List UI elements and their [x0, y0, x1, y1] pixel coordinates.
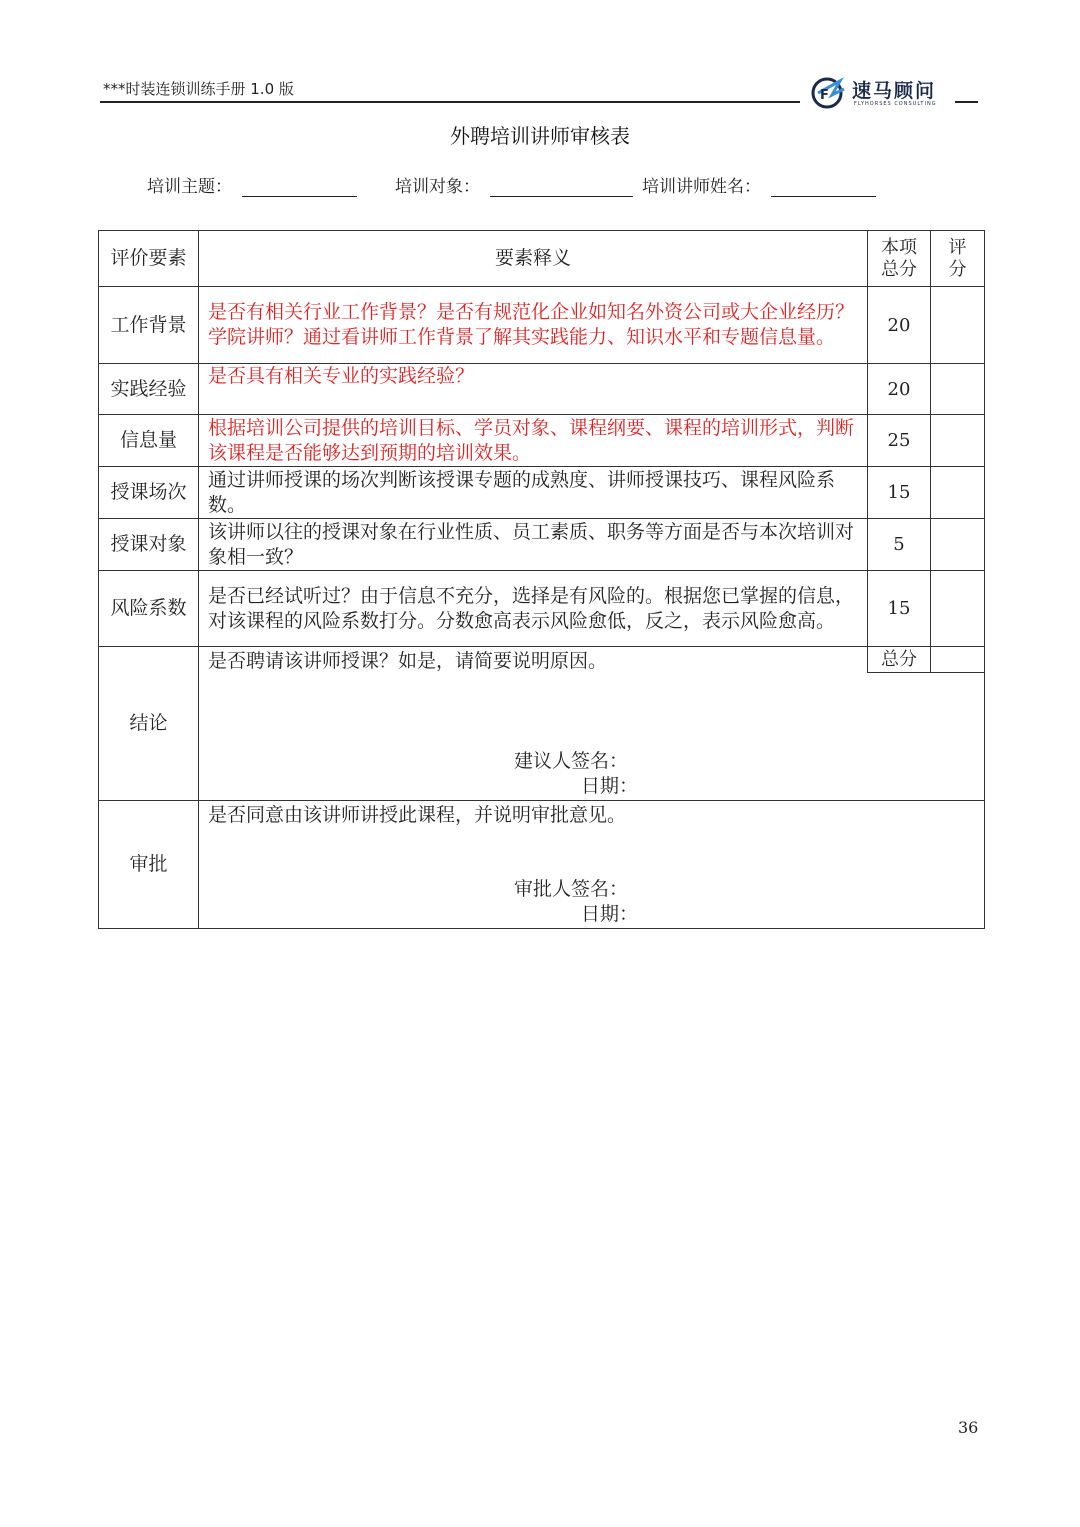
table-row	[99, 519, 985, 571]
table-row	[99, 364, 985, 415]
trainer-label: 培训讲师姓名：	[642, 177, 761, 197]
recommender-signature-label: 建议人签名：	[514, 750, 629, 772]
header-score: 评分	[931, 231, 985, 287]
row-name: 授课对象	[99, 519, 199, 571]
approval-label: 审批	[99, 801, 199, 929]
review-table	[98, 230, 985, 929]
row-definition: 是否具有相关专业的实践经验？	[199, 364, 868, 415]
form-title: 外聘培训讲师审核表	[450, 124, 630, 148]
audience-field	[395, 172, 633, 197]
table-row	[99, 467, 985, 519]
manual-title: ***时装连锁训练手册 1.0 版	[103, 80, 294, 98]
audience-label: 培训对象：	[395, 177, 480, 197]
page-number: 36	[958, 1418, 979, 1437]
row-score-cell[interactable]	[931, 364, 985, 415]
row-definition: 是否有相关行业工作背景？是否有规范化企业如知名外资公司或大企业经历？学院讲师？通过看讲师工作背景了解其实践能力、知识水平和专题信息量。	[199, 287, 868, 364]
row-name: 实践经验	[99, 364, 199, 415]
row-definition: 通过讲师授课的场次判断该授课专题的成熟度、讲师授课技巧、课程风险系数。	[199, 467, 868, 519]
audience-input-line[interactable]	[490, 178, 633, 197]
company-logo	[810, 75, 955, 111]
table-header-row	[99, 231, 985, 287]
approver-signature-label: 审批人签名：	[514, 878, 629, 900]
row-score-cell[interactable]	[931, 571, 985, 647]
recommender-date-label: 日期：	[581, 775, 639, 797]
table-row	[99, 287, 985, 364]
row-definition: 是否已经试听过？由于信息不充分，选择是有风险的。根据您已掌握的信息，对该课程的风险系数打分。分数愈高表示风险愈低，反之，表示风险愈高。	[199, 571, 868, 647]
row-score-cell[interactable]	[931, 287, 985, 364]
conclusion-row	[99, 647, 985, 801]
row-score-cell[interactable]	[931, 415, 985, 467]
row-total-score: 25	[868, 415, 931, 467]
row-score-cell[interactable]	[931, 467, 985, 519]
row-total-score: 15	[868, 571, 931, 647]
conclusion-question: 是否聘请该讲师授课？如是，请简要说明原因。	[208, 650, 608, 672]
row-total-score: 20	[868, 287, 931, 364]
row-name: 风险系数	[99, 571, 199, 647]
approval-question: 是否同意由该讲师讲授此课程，并说明审批意见。	[208, 804, 627, 826]
table-row	[99, 415, 985, 467]
row-name: 工作背景	[99, 287, 199, 364]
svg-text:F: F	[820, 88, 829, 103]
trainer-field	[642, 172, 876, 197]
row-score-cell[interactable]	[931, 519, 985, 571]
topic-field	[147, 172, 357, 197]
logo-mark-icon	[810, 75, 850, 111]
approver-date-label: 日期：	[581, 903, 639, 925]
row-total-score: 5	[868, 519, 931, 571]
row-definition: 根据培训公司提供的培训目标、学员对象、课程纲要、课程的培训形式，判断该课程是否能够达到预期的培训效果。	[199, 415, 868, 467]
table-row	[99, 571, 985, 647]
header-rule	[100, 101, 800, 103]
topic-input-line[interactable]	[242, 178, 357, 197]
header-element: 评价要素	[99, 231, 199, 287]
row-total-score: 20	[868, 364, 931, 415]
conclusion-cell[interactable]	[199, 647, 985, 801]
header-rule-end	[955, 101, 978, 103]
topic-label: 培训主题：	[147, 177, 232, 197]
logo-cn-text: 速马顾问	[852, 80, 937, 102]
row-definition: 该讲师以往的授课对象在行业性质、员工素质、职务等方面是否与本次培训对象相一致？	[199, 519, 868, 571]
header-total-score: 本项总分	[868, 231, 931, 287]
total-score-box	[867, 647, 984, 673]
header-definition: 要素释义	[199, 231, 868, 287]
row-name: 授课场次	[99, 467, 199, 519]
conclusion-label: 结论	[99, 647, 199, 801]
approval-cell[interactable]	[199, 801, 985, 929]
logo-en-text: FLYHORSES CONSULTING	[854, 101, 937, 107]
trainer-input-line[interactable]	[771, 178, 876, 197]
row-total-score: 15	[868, 467, 931, 519]
row-name: 信息量	[99, 415, 199, 467]
approval-row	[99, 801, 985, 929]
total-label: 总分	[868, 647, 931, 672]
